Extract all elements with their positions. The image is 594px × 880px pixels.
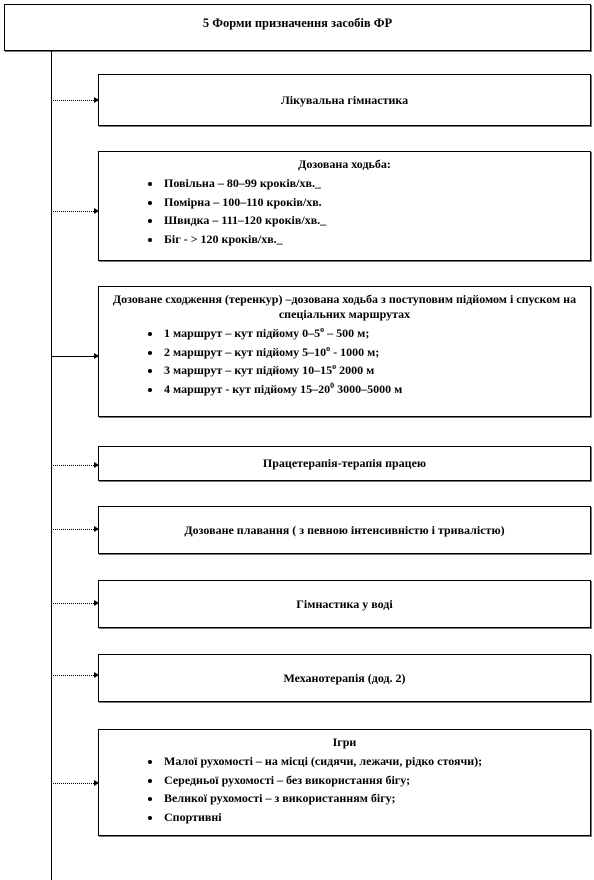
list-item: [162, 211, 584, 230]
block-heading: Дозована ходьба:: [298, 157, 391, 171]
list-item: [162, 380, 584, 399]
block-label: Механотерапія (дод. 2): [283, 670, 406, 685]
block-dosed-swimming: [98, 506, 591, 554]
list-item: [162, 771, 584, 790]
block-heading: Ігри: [332, 735, 357, 749]
item-tail: – 500 м;: [324, 326, 370, 340]
list-item: [162, 324, 584, 343]
block-label: Дозоване плавання ( з певною інтенсивністю і тривалістю): [184, 522, 505, 537]
item-label: 1 маршрут: [164, 326, 223, 340]
item-tail: 2000 м: [336, 363, 375, 377]
list-item: [162, 343, 584, 362]
item-text: – кут підйому 0–5: [222, 326, 321, 340]
games-list: [105, 752, 584, 826]
walking-list: [105, 174, 584, 248]
list-item: [162, 808, 584, 827]
item-text: – 111–120 кроків/хв._: [209, 213, 327, 227]
connector-arrow: [51, 783, 98, 784]
item-label: 4 маршрут: [164, 381, 223, 396]
item-text: – без використання бігу;: [274, 772, 411, 787]
degree-mark: 0: [330, 380, 335, 390]
item-label: Малої рухомості: [164, 754, 253, 768]
item-label: Помірна: [164, 194, 211, 209]
item-tail: 3000–5000 м: [334, 381, 403, 396]
connector-arrow: [51, 356, 98, 357]
block-terrenkur: [98, 286, 591, 417]
block-heading: Дозоване сходження (теренкур) –дозована ходьба з поступовим підйомом і спуском на спеціальних маршрутах: [112, 292, 577, 321]
item-text: – з використанням бігу;: [262, 791, 396, 805]
block-therapeutic-gymnastics: [98, 74, 591, 126]
block-occupational-therapy: [98, 446, 591, 481]
item-label: Швидка: [164, 213, 210, 227]
item-text: – кут підйому 5–10: [222, 344, 327, 359]
list-item: [162, 361, 584, 380]
list-item: [162, 174, 584, 193]
list-item: [162, 230, 584, 249]
item-text: – кут підйому 10–15: [222, 363, 333, 377]
block-label: Лікувальна гімнастика: [280, 92, 409, 107]
connector-arrow: [51, 211, 98, 212]
degree-mark: о: [326, 343, 331, 353]
connector-arrow: [51, 465, 98, 466]
item-text: – 100–110 кроків/хв.: [210, 194, 322, 209]
item-label: 3 маршрут: [164, 363, 223, 377]
connector-arrow: [51, 100, 98, 101]
list-item: [162, 752, 584, 771]
item-text: - кут підйому 15–20: [222, 381, 331, 396]
list-item: [162, 193, 584, 212]
item-label: Повільна: [164, 176, 215, 190]
item-text: - > 120 кроків/хв._: [180, 231, 283, 246]
terrenkur-list: [105, 324, 584, 398]
block-mechanotherapy: [98, 654, 591, 702]
item-label: Великої рухомості: [164, 791, 263, 805]
connector-arrow: [51, 529, 98, 530]
item-tail: - 1000 м;: [330, 344, 380, 359]
item-label: 2 маршрут: [164, 344, 223, 359]
item-text: – на місці (сидячи, лежачи, рідко стоячи);: [252, 754, 483, 768]
diagram-title: 5 Форми призначення засобів ФР: [4, 4, 591, 51]
degree-mark: о: [320, 325, 325, 334]
list-item: [162, 789, 584, 808]
block-games: [98, 729, 591, 836]
block-label: Працетерапія-терапія працею: [262, 456, 427, 470]
block-label: Гімнастика у воді: [296, 596, 393, 611]
item-label: Середньої рухомості: [164, 772, 275, 787]
connector-arrow: [51, 603, 98, 604]
item-text: – 80–99 кроків/хв._: [214, 176, 321, 190]
block-dosed-walking: [98, 151, 591, 261]
connector-arrow: [51, 675, 98, 676]
item-label: Спортивні: [164, 809, 222, 824]
block-water-gymnastics: [98, 580, 591, 628]
item-label: Біг: [164, 231, 181, 246]
degree-mark: о: [332, 362, 337, 371]
